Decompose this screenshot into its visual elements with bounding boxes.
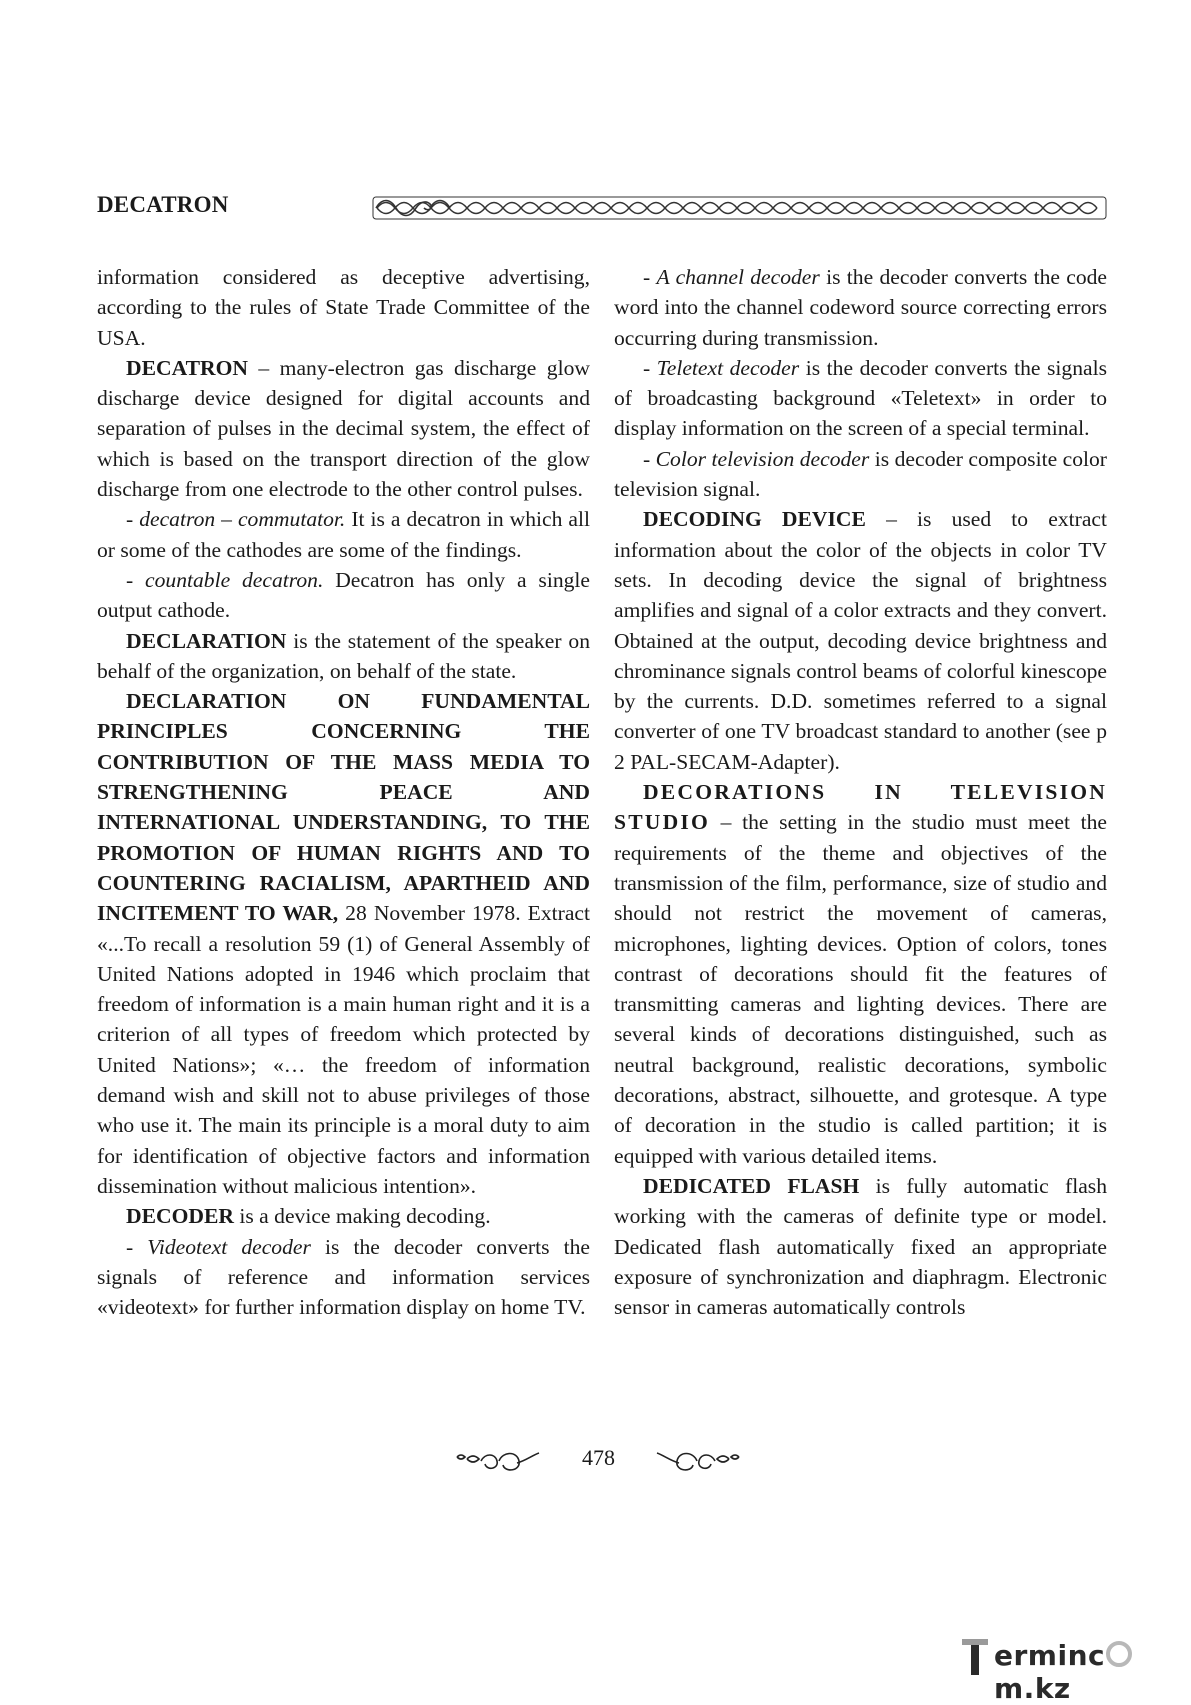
entry-dedicated-flash: DEDICATED FLASH is fully automatic flash working with the cameras of definite type or model. Dedicated flash automatically fixed an appropriate exposure of synchronization and diaphragm. Electronic sensor in cameras automatically controls (614, 1173, 1107, 1320)
headword: DECODER (126, 1204, 234, 1229)
left-scroll-ornament-icon (455, 1451, 541, 1471)
right-scroll-ornament-icon (655, 1451, 741, 1471)
entry-declaration: DECLARATION is the statement of the speaker on behalf of the organization, on behalf of the state. (97, 628, 590, 683)
sub-entry-color-tv-decoder: - Color television decoder is decoder composite color television signal. (614, 446, 1107, 502)
sub-entry-teletext-decoder: - Teletext decoder is the decoder converts the signals of broadcasting background «Teletext» in order to display information on the screen of a special terminal. (614, 355, 1108, 441)
logo-ring-icon (1106, 1641, 1132, 1667)
entry-decoding-device: DECODING DEVICE – is used to extract information about the color of the objects in color TV sets. In decoding device the signal of brightness amplifies and signal of a color extracts and they convert. Obtained at the output, decoding device brightness and chrominance signals control beams of colorful kinescope by the currents. D.D. sometimes referred to a signal converter of one TV broadcast standard to another (see p 2 PAL-SECAM-Adapter). (614, 507, 1107, 774)
headword: DEDICATED FLASH (643, 1173, 860, 1198)
decorative-band-icon (372, 195, 1107, 221)
logo-wordmark: ermincm.kz (994, 1639, 1188, 1705)
termincom-logo (960, 1637, 1188, 1705)
running-head: DECATRON (97, 192, 229, 217)
entry-continuation: information considered as deceptive advertising, according to the rules of State Trade Committee of the USA. (97, 265, 590, 350)
sub-entry-countable-decatron: - countable decatron. Decatron has only a single output cathode. (97, 567, 590, 623)
right-column (614, 262, 1107, 1322)
logo-t-icon (960, 1637, 990, 1677)
page-number: 478 (582, 1445, 615, 1470)
entry-decatron: DECATRON – many-electron gas discharge glow discharge device designed for digital accounts and separation of pulses in the decimal system, the effect of which is based on the transport direction of the glow discharge from one electrode to the other control pulses. (97, 355, 590, 502)
left-column (97, 262, 590, 1322)
headword: DECLARATION (126, 628, 287, 653)
page-footer (0, 1445, 1191, 1475)
entry-decorations-tv-studio: DECORATIONS IN TELEVISION STUDIO – the setting in the studio must meet the requirements of the theme and objectives of the transmission of the film, performance, size of studio and should not restrict the movement of cameras, microphones, lighting devices. Option of colors, tones contrast of decorations should fit the features of transmitting cameras and lighting devices. There are several kinds of decorations distinguished, such as neutral background, realistic decorations, symbolic decorations, abstract, silhouette, and grotesque. A type of decoration in the studio is called partition; it is equipped with various detailed items. (614, 780, 1107, 1168)
sub-entry-channel-decoder: - A channel decoder is the decoder converts the code word into the channel codeword source correcting errors occurring during transmission. (614, 265, 1108, 350)
sub-entry-videotext-decoder: - Videotext decoder is the decoder converts the signals of reference and information services «videotext» for further information display on home TV. (97, 1234, 590, 1320)
headword: DECLARATION ON FUNDAMENTAL PRINCIPLES CONCERNING THE CONTRIBUTION OF THE MASS MEDIA TO STRENGTHENING PEACE AND INTERNATIONAL UNDERSTANDING, TO THE PROMOTION OF HUMAN RIGHTS AND TO COUNTERING RACIALISM, APARTHEID AND INCITEMENT TO WAR, (97, 689, 590, 926)
entry-decoder: DECODER is a device making decoding. (126, 1204, 491, 1229)
headword: DECODING DEVICE (643, 507, 866, 532)
sub-entry-decatron-commutator: - decatron – commutator. It is a decatron in which all or some of the cathodes are some of the findings. (97, 507, 591, 562)
entry-declaration-fundamental-principles: DECLARATION ON FUNDAMENTAL PRINCIPLES CONCERNING THE CONTRIBUTION OF THE MASS MEDIA TO STRENGTHENING PEACE AND INTERNATIONAL UNDERSTANDING, TO THE PROMOTION OF HUMAN RIGHTS AND TO COUNTERING RACIALISM, APARTHEID AND INCITEMENT TO WAR, 28 November 1978. Extract «...To recall a resolution 59 (1) of General Assembly of United Nations adopted in 1946 which proclaim that freedom of information is a main human right and it is a criterion of all types of freedom which protected by United Nations»; «… the freedom of information demand wish and skill not to abuse privileges of those who use it. The main its principle is a moral duty to aim for identification of objective factors and information dissemination without malicious intention». (97, 689, 590, 1198)
headword: DECATRON (126, 355, 248, 380)
headword: DECORATIONS IN TELEVISION STUDIO (614, 780, 1107, 835)
